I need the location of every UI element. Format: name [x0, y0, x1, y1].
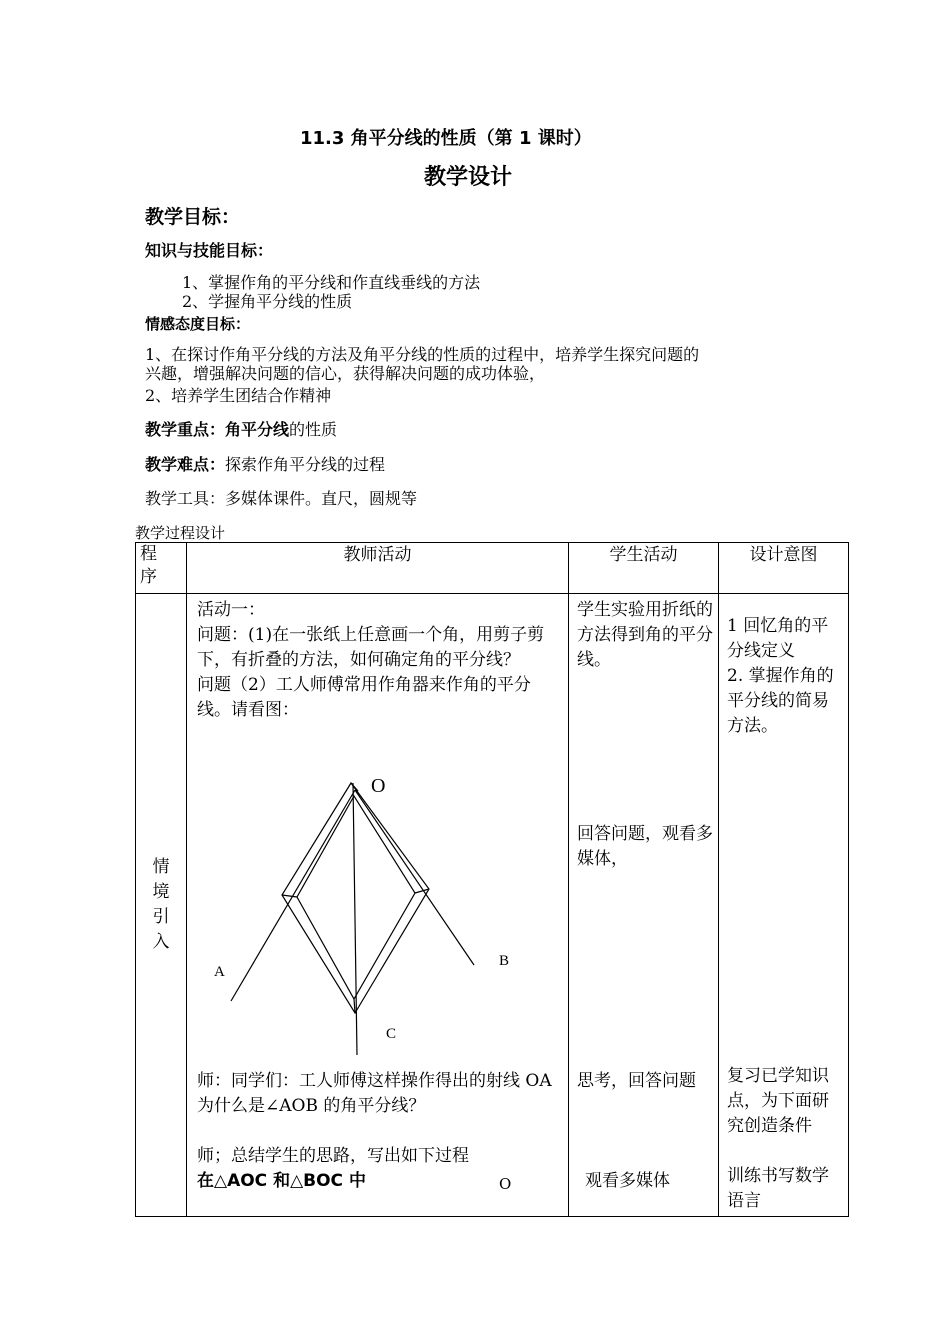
table-header-row	[136, 543, 849, 594]
student-activity-4: 观看多媒体	[585, 1171, 670, 1191]
knowledge-heading: 知识与技能目标：	[145, 241, 274, 260]
key-point	[145, 417, 337, 440]
intent-cell	[719, 594, 849, 1217]
header-step-2: 序	[140, 567, 157, 587]
page-title: 11.3 角平分线的性质（第 1 课时）	[300, 128, 592, 149]
table-row	[136, 594, 849, 1217]
difficulty-label: 教学难点：	[145, 455, 226, 474]
tools: 教学工具：多媒体课件。直尺，圆规等	[145, 489, 418, 508]
emotion-line-3: 2、培养学生团结合作精神	[145, 386, 332, 405]
intent-2: 2. 掌握作角的平分线的简易方法。	[727, 666, 834, 736]
student-activity-2: 回答问题，观看多媒体，	[577, 824, 713, 869]
knowledge-item-1: 1、掌握作角的平分线和作直线垂线的方法	[182, 273, 481, 292]
process-table	[135, 542, 849, 1217]
intent-1: 1 回忆角的平分线定义	[727, 616, 829, 661]
question-2: 问题（2）工人师傅常用作角器来作角的平分线。请看图：	[197, 675, 531, 720]
header-step-1: 程	[140, 544, 157, 564]
student-activity-1: 学生实验用折纸的方法得到角的平分线。	[577, 600, 713, 670]
emotion-line-1: 1、在探讨作角平分线的方法及角平分线的性质的过程中，培养学生探究问题的	[145, 345, 700, 364]
header-intent: 设计意图	[719, 543, 849, 594]
key-point-rest: 的性质	[289, 420, 338, 439]
process-label: 教学过程设计	[135, 524, 226, 542]
student-activity-3: 思考，回答问题	[577, 1071, 696, 1091]
emotion-heading: 情感态度目标：	[145, 315, 251, 333]
angle-tool-diagram	[187, 769, 569, 1069]
proof-start: 在△AOC 和△BOC 中	[197, 1171, 366, 1191]
teacher-talk-2: 师；总结学生的思路，写出如下过程	[197, 1146, 469, 1166]
knowledge-item-2: 2、学握角平分线的性质	[182, 292, 353, 311]
header-student: 学生活动	[569, 543, 719, 594]
label-A: A	[214, 964, 225, 980]
label-B: B	[499, 953, 510, 969]
proof-label-O: O	[499, 1175, 512, 1193]
header-step	[136, 543, 187, 594]
label-O: O	[371, 775, 386, 797]
difficulty	[145, 452, 385, 475]
teacher-talk-1: 师：同学们：工人师傅这样操作得出的射线 OA 为什么是∠AOB 的角平分线？	[197, 1071, 552, 1116]
page-subtitle: 教学设计	[424, 165, 513, 190]
label-C: C	[386, 1026, 397, 1042]
question-1: 问题：(1)在一张纸上任意画一个角，用剪子剪下，有折叠的方法，如何确定角的平分线？	[197, 625, 545, 670]
student-cell	[569, 594, 719, 1217]
difficulty-text: 探索作角平分线的过程	[225, 455, 386, 474]
stage-char-4: 入	[152, 932, 170, 952]
key-point-label: 教学重点：	[145, 420, 226, 439]
stage-cell	[136, 594, 187, 1217]
activity-label: 活动一：	[197, 600, 265, 620]
stage-char-2: 境	[152, 882, 170, 902]
teacher-cell	[187, 594, 569, 1217]
objectives-heading: 教学目标：	[145, 206, 241, 228]
emotion-line-2: 兴趣，增强解决问题的信心，获得解决问题的成功体验，	[145, 364, 546, 383]
intent-3: 复习已学知识点，为下面研究创造条件	[727, 1066, 829, 1136]
stage-char-3: 引	[152, 907, 170, 927]
intent-4: 训练书写数学语言	[727, 1166, 829, 1211]
header-teacher: 教师活动	[187, 543, 569, 594]
key-point-bold: 角平分线	[225, 420, 290, 439]
stage-char-1: 情	[152, 857, 170, 877]
